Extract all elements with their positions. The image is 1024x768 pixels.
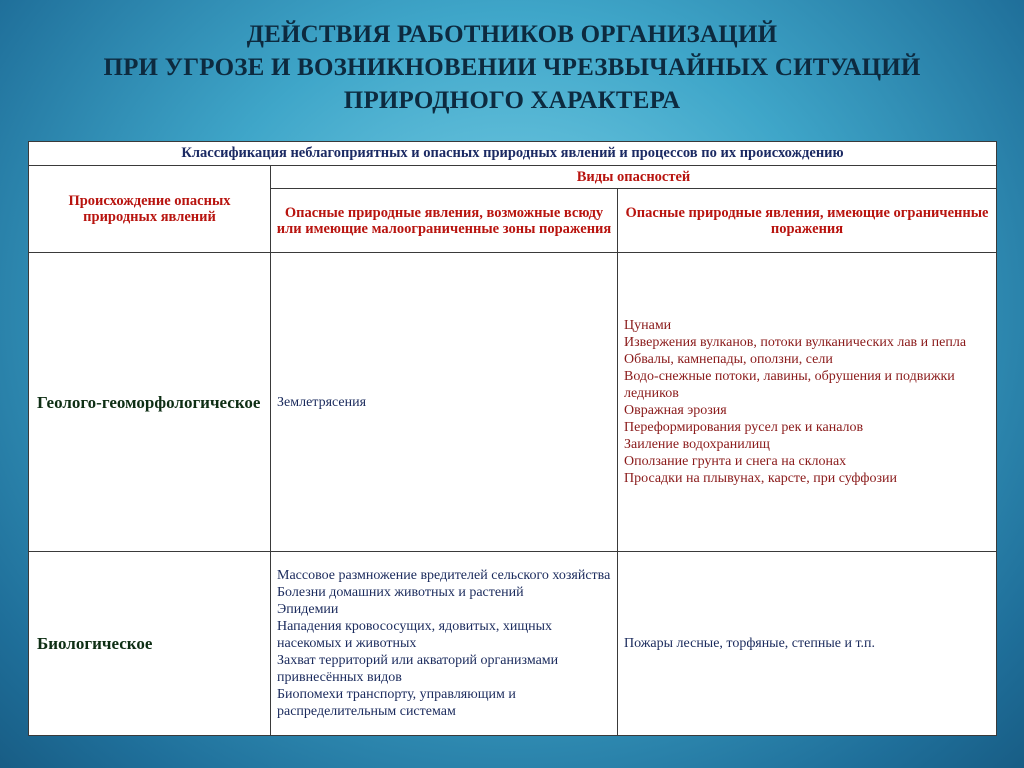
hazard-types-header: Виды опасностей: [271, 166, 997, 189]
list-item: Обвалы, камнепады, оползни, сели: [624, 352, 833, 367]
classification-header-row: [29, 142, 997, 166]
everywhere-header: Опасные природные явления, возможные всюду или имеющие малоограниченные зоны поражения: [271, 189, 618, 253]
list-item: Биопомехи транспорту, управляющим и распределительным системам: [277, 687, 516, 719]
list-item: Цунами: [624, 318, 672, 333]
list-item: Землетрясения: [277, 394, 367, 410]
category-geological: Геолого-геоморфологическое: [29, 253, 271, 552]
list-item: Эпидемии: [277, 602, 339, 617]
list-item: Заиление водохранилищ: [624, 437, 770, 452]
limited-header: Опасные природные явления, имеющие ограниченные поражения: [618, 189, 997, 253]
classification-table: [28, 141, 997, 736]
list-item: Водо-снежные потоки, лавины, обрушения и подвижки ледников: [624, 369, 955, 401]
list-item: Массовое размножение вредителей сельского хозяйства: [277, 568, 611, 583]
table-row: [29, 552, 997, 736]
title-line-1: ДЕЙСТВИЯ РАБОТНИКОВ ОРГАНИЗАЦИЙ: [246, 21, 778, 48]
list-item: Оползание грунта и снега на склонах: [624, 454, 847, 469]
list-item: Переформирования русел рек и каналов: [624, 420, 864, 435]
category-biological: Биологическое: [29, 552, 271, 736]
origin-header: Происхождение опасных природных явлений: [29, 166, 271, 253]
list-item: Захват территорий или акваторий организмами привнесённых видов: [277, 653, 559, 685]
geo-limited-cell: [618, 253, 997, 552]
geo-everywhere-cell: [271, 253, 618, 552]
bio-limited-cell: [618, 552, 997, 736]
list-item: Овражная эрозия: [624, 403, 727, 418]
title-line-2: ПРИ УГРОЗЕ И ВОЗНИКНОВЕНИИ ЧРЕЗВЫЧАЙНЫХ СИТУАЦИЙ: [103, 54, 921, 81]
hazard-types-row: [29, 166, 997, 189]
bio-everywhere-cell: [271, 552, 618, 736]
title-line-3: ПРИРОДНОГО ХАРАКТЕРА: [343, 87, 681, 114]
table-row: [29, 253, 997, 552]
list-item: Нападения кровососущих, ядовитых, хищных насекомых и животных: [277, 619, 552, 651]
list-item: Извержения вулканов, потоки вулканических лав и пепла: [624, 335, 967, 350]
list-item: Пожары лесные, торфяные, степные и т.п.: [624, 636, 876, 651]
list-item: Просадки на плывунах, карсте, при суффозии: [624, 471, 897, 486]
slide-title: [0, 18, 1024, 117]
classification-heading: Классификация неблагоприятных и опасных природных явлений и процессов по их происхождению: [29, 142, 997, 166]
list-item: Болезни домашних животных и растений: [277, 585, 524, 600]
